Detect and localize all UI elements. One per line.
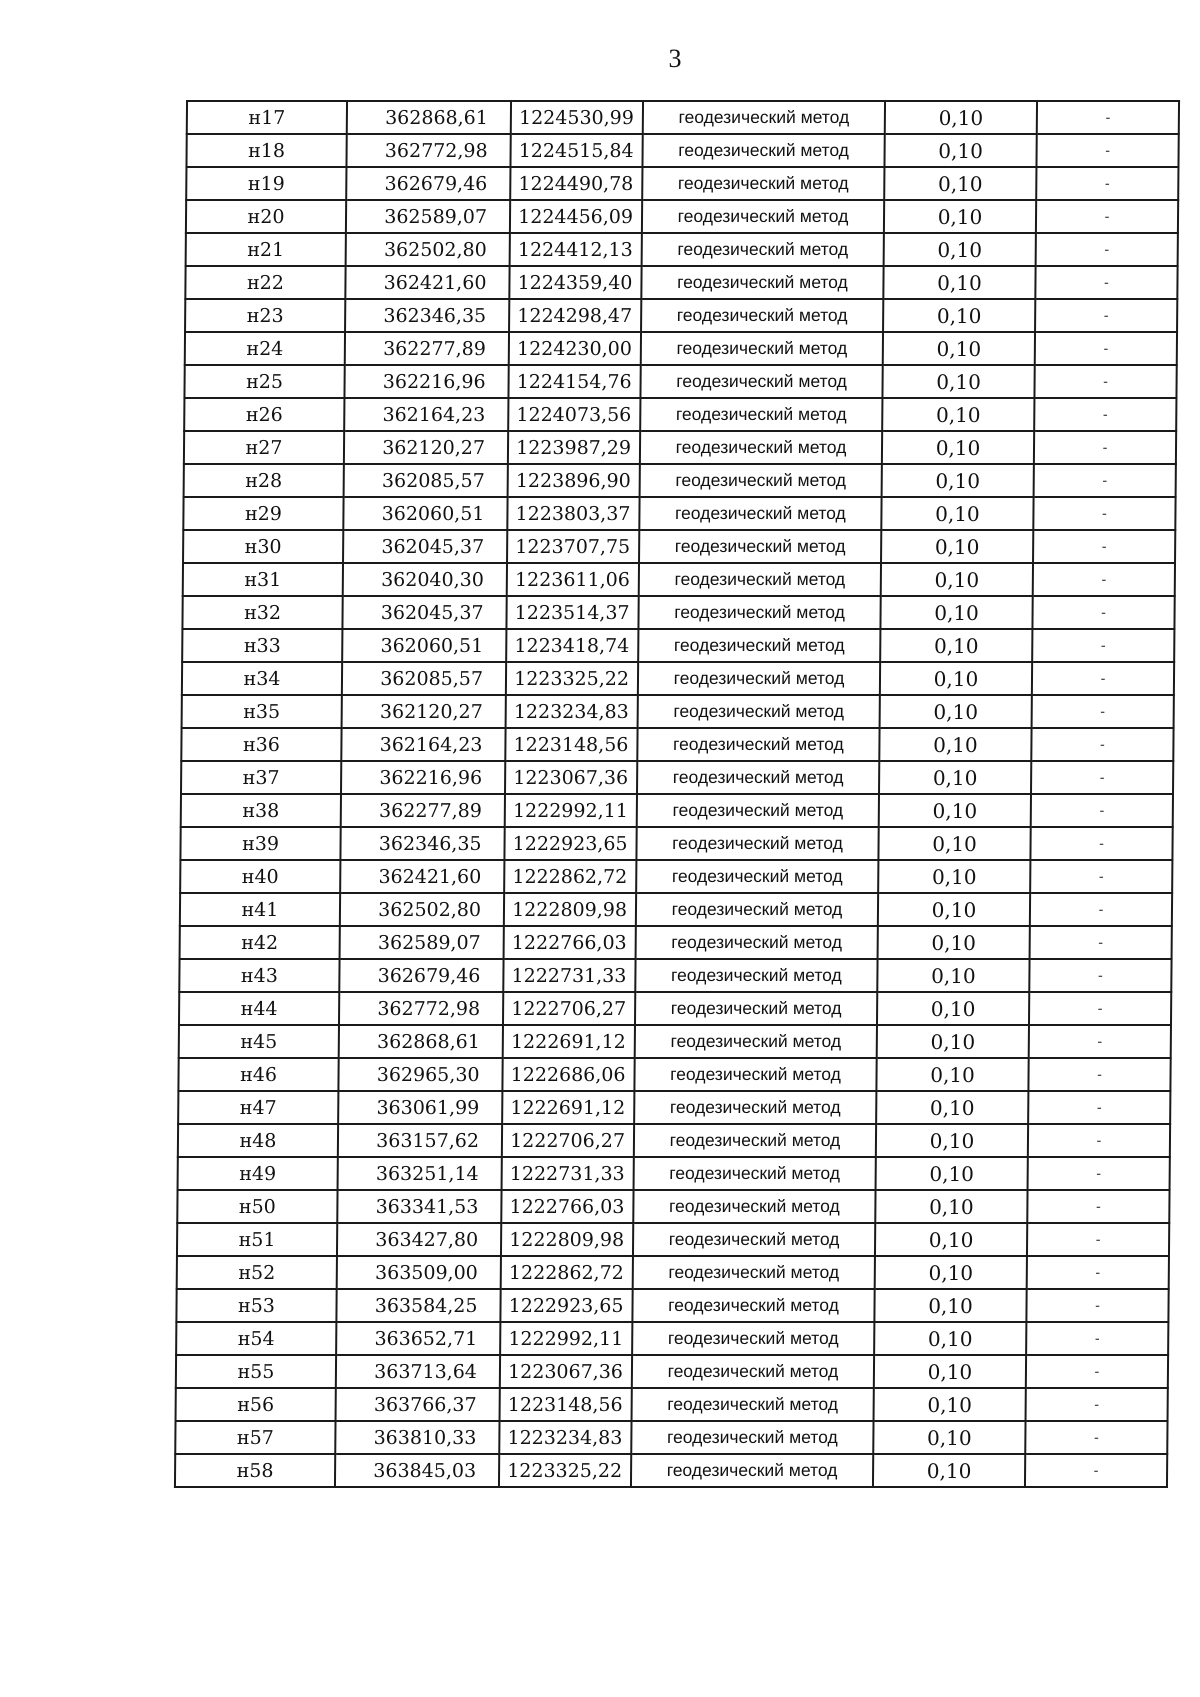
method-cell: геодезический метод <box>638 629 880 662</box>
accuracy-cell: 0,10 <box>879 728 1031 761</box>
table-row <box>181 761 1173 794</box>
note-cell: - <box>1031 728 1173 761</box>
note-cell: - <box>1032 695 1174 728</box>
y-coordinate-cell: 1223803,37 <box>507 497 639 530</box>
note-cell: - <box>1026 1355 1168 1388</box>
x-coordinate-cell: 362085,57 <box>342 662 506 695</box>
y-coordinate-cell: 1222923,65 <box>500 1289 632 1322</box>
table-row <box>180 893 1172 926</box>
note-cell: - <box>1034 431 1176 464</box>
table-row <box>179 992 1171 1025</box>
note-cell: - <box>1025 1454 1167 1487</box>
table-row <box>176 1289 1168 1322</box>
y-coordinate-cell: 1224073,56 <box>508 398 640 431</box>
method-cell: геодезический метод <box>636 926 878 959</box>
point-number-cell: н38 <box>181 794 341 827</box>
x-coordinate-cell: 362772,98 <box>346 134 510 167</box>
x-coordinate-cell: 362040,30 <box>343 563 507 596</box>
accuracy-cell: 0,10 <box>884 134 1036 167</box>
method-cell: геодезический метод <box>639 530 881 563</box>
accuracy-cell: 0,10 <box>884 233 1036 266</box>
method-cell: геодезический метод <box>635 1025 877 1058</box>
method-cell: геодезический метод <box>636 893 878 926</box>
point-number-cell: н41 <box>180 893 340 926</box>
accuracy-cell: 0,10 <box>878 893 1030 926</box>
method-cell: геодезический метод <box>636 827 878 860</box>
x-coordinate-cell: 362060,51 <box>342 629 506 662</box>
note-cell: - <box>1030 926 1172 959</box>
accuracy-cell: 0,10 <box>873 1421 1025 1454</box>
point-number-cell: н53 <box>176 1289 336 1322</box>
note-cell: - <box>1027 1256 1169 1289</box>
y-coordinate-cell: 1222809,98 <box>501 1223 633 1256</box>
method-cell: геодезический метод <box>638 695 880 728</box>
point-number-cell: н32 <box>182 596 342 629</box>
table-row <box>180 827 1172 860</box>
x-coordinate-cell: 362216,96 <box>344 365 508 398</box>
point-number-cell: н55 <box>176 1355 336 1388</box>
x-coordinate-cell: 362060,51 <box>343 497 507 530</box>
method-cell: геодезический метод <box>637 761 879 794</box>
accuracy-cell: 0,10 <box>879 761 1031 794</box>
y-coordinate-cell: 1224530,99 <box>511 101 643 134</box>
x-coordinate-cell: 362868,61 <box>347 101 511 134</box>
point-number-cell: н57 <box>175 1421 335 1454</box>
note-cell: - <box>1036 233 1178 266</box>
x-coordinate-cell: 363251,14 <box>338 1157 502 1190</box>
x-coordinate-cell: 363845,03 <box>335 1454 499 1487</box>
note-cell: - <box>1035 266 1177 299</box>
y-coordinate-cell: 1224230,00 <box>509 332 641 365</box>
x-coordinate-cell: 362679,46 <box>339 959 503 992</box>
x-coordinate-cell: 362502,80 <box>340 893 504 926</box>
point-number-cell: н42 <box>180 926 340 959</box>
coordinates-table <box>174 100 1180 1488</box>
note-cell: - <box>1036 134 1178 167</box>
point-number-cell: н50 <box>177 1190 337 1223</box>
x-coordinate-cell: 362277,89 <box>345 332 509 365</box>
method-cell: геодезический метод <box>642 134 884 167</box>
x-coordinate-cell: 362164,23 <box>344 398 508 431</box>
x-coordinate-cell: 362679,46 <box>346 167 510 200</box>
y-coordinate-cell: 1222992,11 <box>505 794 637 827</box>
table-row <box>185 332 1177 365</box>
table-row <box>187 101 1179 134</box>
table-row <box>178 1091 1170 1124</box>
point-number-cell: н46 <box>178 1058 338 1091</box>
accuracy-cell: 0,10 <box>884 167 1036 200</box>
x-coordinate-cell: 363713,64 <box>336 1355 500 1388</box>
x-coordinate-cell: 363584,25 <box>336 1289 500 1322</box>
note-cell: - <box>1034 398 1176 431</box>
method-cell: геодезический метод <box>641 266 883 299</box>
method-cell: геодезический метод <box>639 497 881 530</box>
table-row <box>184 431 1176 464</box>
accuracy-cell: 0,10 <box>881 563 1033 596</box>
point-number-cell: н20 <box>186 200 346 233</box>
table-row <box>183 563 1175 596</box>
y-coordinate-cell: 1224359,40 <box>509 266 641 299</box>
y-coordinate-cell: 1222766,03 <box>501 1190 633 1223</box>
y-coordinate-cell: 1224154,76 <box>508 365 640 398</box>
accuracy-cell: 0,10 <box>880 662 1032 695</box>
y-coordinate-cell: 1222766,03 <box>504 926 636 959</box>
table-row <box>176 1355 1168 1388</box>
point-number-cell: н31 <box>183 563 343 596</box>
y-coordinate-cell: 1223418,74 <box>506 629 638 662</box>
x-coordinate-cell: 363652,71 <box>336 1322 500 1355</box>
method-cell: геодезический метод <box>641 299 883 332</box>
x-coordinate-cell: 362421,60 <box>345 266 509 299</box>
y-coordinate-cell: 1223896,90 <box>508 464 640 497</box>
accuracy-cell: 0,10 <box>882 398 1034 431</box>
accuracy-cell: 0,10 <box>878 860 1030 893</box>
table-row <box>185 299 1177 332</box>
note-cell: - <box>1030 827 1172 860</box>
table-row <box>178 1058 1170 1091</box>
y-coordinate-cell: 1222731,33 <box>502 1157 634 1190</box>
y-coordinate-cell: 1223234,83 <box>499 1421 631 1454</box>
y-coordinate-cell: 1223987,29 <box>508 431 640 464</box>
y-coordinate-cell: 1223611,06 <box>507 563 639 596</box>
point-number-cell: н40 <box>180 860 340 893</box>
method-cell: геодезический метод <box>634 1157 876 1190</box>
point-number-cell: н44 <box>179 992 339 1025</box>
point-number-cell: н43 <box>179 959 339 992</box>
method-cell: геодезический метод <box>633 1256 875 1289</box>
accuracy-cell: 0,10 <box>881 497 1033 530</box>
note-cell: - <box>1030 860 1172 893</box>
method-cell: геодезический метод <box>635 992 877 1025</box>
x-coordinate-cell: 362965,30 <box>338 1058 502 1091</box>
note-cell: - <box>1035 299 1177 332</box>
point-number-cell: н21 <box>186 233 346 266</box>
table-row <box>186 167 1178 200</box>
x-coordinate-cell: 362164,23 <box>341 728 505 761</box>
y-coordinate-cell: 1224490,78 <box>510 167 642 200</box>
y-coordinate-cell: 1223707,75 <box>507 530 639 563</box>
accuracy-cell: 0,10 <box>875 1223 1027 1256</box>
method-cell: геодезический метод <box>631 1421 873 1454</box>
accuracy-cell: 0,10 <box>881 530 1033 563</box>
y-coordinate-cell: 1222686,06 <box>502 1058 634 1091</box>
accuracy-cell: 0,10 <box>877 992 1029 1025</box>
accuracy-cell: 0,10 <box>876 1058 1028 1091</box>
point-number-cell: н27 <box>184 431 344 464</box>
point-number-cell: н25 <box>184 365 344 398</box>
page-number: 3 <box>668 44 682 73</box>
accuracy-cell: 0,10 <box>875 1190 1027 1223</box>
y-coordinate-cell: 1222706,27 <box>503 992 635 1025</box>
note-cell: - <box>1030 893 1172 926</box>
method-cell: геодезический метод <box>633 1190 875 1223</box>
y-coordinate-cell: 1223067,36 <box>505 761 637 794</box>
note-cell: - <box>1036 167 1178 200</box>
x-coordinate-cell: 362421,60 <box>340 860 504 893</box>
method-cell: геодезический метод <box>642 233 884 266</box>
y-coordinate-cell: 1222731,33 <box>503 959 635 992</box>
accuracy-cell: 0,10 <box>874 1322 1026 1355</box>
accuracy-cell: 0,10 <box>875 1256 1027 1289</box>
note-cell: - <box>1036 200 1178 233</box>
note-cell: - <box>1027 1223 1169 1256</box>
table-row <box>175 1454 1167 1487</box>
point-number-cell: н39 <box>180 827 340 860</box>
point-number-cell: н35 <box>182 695 342 728</box>
accuracy-cell: 0,10 <box>878 926 1030 959</box>
point-number-cell: н49 <box>178 1157 338 1190</box>
note-cell: - <box>1028 1157 1170 1190</box>
accuracy-cell: 0,10 <box>880 629 1032 662</box>
y-coordinate-cell: 1224456,09 <box>510 200 642 233</box>
x-coordinate-cell: 363509,00 <box>337 1256 501 1289</box>
y-coordinate-cell: 1222706,27 <box>502 1124 634 1157</box>
table-row <box>185 266 1177 299</box>
y-coordinate-cell: 1223148,56 <box>505 728 637 761</box>
accuracy-cell: 0,10 <box>880 596 1032 629</box>
x-coordinate-cell: 363157,62 <box>338 1124 502 1157</box>
point-number-cell: н33 <box>182 629 342 662</box>
method-cell: геодезический метод <box>636 860 878 893</box>
y-coordinate-cell: 1222691,12 <box>502 1091 634 1124</box>
point-number-cell: н18 <box>186 134 346 167</box>
accuracy-cell: 0,10 <box>874 1355 1026 1388</box>
x-coordinate-cell: 362045,37 <box>342 596 506 629</box>
note-cell: - <box>1033 530 1175 563</box>
point-number-cell: н34 <box>182 662 342 695</box>
note-cell: - <box>1033 497 1175 530</box>
y-coordinate-cell: 1223325,22 <box>499 1454 631 1487</box>
point-number-cell: н22 <box>185 266 345 299</box>
y-coordinate-cell: 1222691,12 <box>503 1025 635 1058</box>
method-cell: геодезический метод <box>634 1124 876 1157</box>
table-row <box>186 233 1178 266</box>
y-coordinate-cell: 1224412,13 <box>510 233 642 266</box>
table-row <box>183 530 1175 563</box>
note-cell: - <box>1034 464 1176 497</box>
x-coordinate-cell: 363341,53 <box>337 1190 501 1223</box>
note-cell: - <box>1028 1091 1170 1124</box>
x-coordinate-cell: 362589,07 <box>340 926 504 959</box>
accuracy-cell: 0,10 <box>880 695 1032 728</box>
table-row <box>176 1388 1168 1421</box>
accuracy-cell: 0,10 <box>883 299 1035 332</box>
note-cell: - <box>1028 1124 1170 1157</box>
y-coordinate-cell: 1223514,37 <box>506 596 638 629</box>
point-number-cell: н24 <box>185 332 345 365</box>
table-row <box>177 1256 1169 1289</box>
method-cell: геодезический метод <box>638 662 880 695</box>
x-coordinate-cell: 362216,96 <box>341 761 505 794</box>
method-cell: геодезический метод <box>632 1322 874 1355</box>
point-number-cell: н23 <box>185 299 345 332</box>
note-cell: - <box>1032 629 1174 662</box>
x-coordinate-cell: 362589,07 <box>346 200 510 233</box>
table-row <box>175 1421 1167 1454</box>
note-cell: - <box>1027 1190 1169 1223</box>
accuracy-cell: 0,10 <box>876 1157 1028 1190</box>
note-cell: - <box>1026 1388 1168 1421</box>
point-number-cell: н30 <box>183 530 343 563</box>
y-coordinate-cell: 1222809,98 <box>504 893 636 926</box>
table-row <box>186 134 1178 167</box>
method-cell: геодезический метод <box>643 101 885 134</box>
method-cell: геодезический метод <box>638 596 880 629</box>
table-row <box>184 464 1176 497</box>
y-coordinate-cell: 1222923,65 <box>504 827 636 860</box>
table-row <box>177 1223 1169 1256</box>
accuracy-cell: 0,10 <box>882 431 1034 464</box>
x-coordinate-cell: 362120,27 <box>342 695 506 728</box>
table-row <box>177 1190 1169 1223</box>
note-cell: - <box>1026 1322 1168 1355</box>
method-cell: геодезический метод <box>637 728 879 761</box>
point-number-cell: н28 <box>184 464 344 497</box>
accuracy-cell: 0,10 <box>877 1025 1029 1058</box>
method-cell: геодезический метод <box>635 959 877 992</box>
coordinates-table-body <box>175 101 1179 1487</box>
table-row <box>181 794 1173 827</box>
accuracy-cell: 0,10 <box>879 794 1031 827</box>
method-cell: геодезический метод <box>637 794 879 827</box>
accuracy-cell: 0,10 <box>884 200 1036 233</box>
note-cell: - <box>1032 596 1174 629</box>
table-row <box>179 1025 1171 1058</box>
x-coordinate-cell: 362346,35 <box>340 827 504 860</box>
accuracy-cell: 0,10 <box>882 365 1034 398</box>
note-cell: - <box>1029 992 1171 1025</box>
method-cell: геодезический метод <box>634 1058 876 1091</box>
table-row <box>186 200 1178 233</box>
note-cell: - <box>1029 1025 1171 1058</box>
point-number-cell: н56 <box>176 1388 336 1421</box>
point-number-cell: н51 <box>177 1223 337 1256</box>
note-cell: - <box>1029 959 1171 992</box>
table-row <box>178 1157 1170 1190</box>
method-cell: геодезический метод <box>641 332 883 365</box>
table-row <box>184 398 1176 431</box>
note-cell: - <box>1028 1058 1170 1091</box>
x-coordinate-cell: 362085,57 <box>344 464 508 497</box>
table-row <box>180 926 1172 959</box>
x-coordinate-cell: 362277,89 <box>341 794 505 827</box>
point-number-cell: н36 <box>181 728 341 761</box>
table-row <box>178 1124 1170 1157</box>
table-row <box>176 1322 1168 1355</box>
table-row <box>180 860 1172 893</box>
note-cell: - <box>1035 332 1177 365</box>
y-coordinate-cell: 1224515,84 <box>510 134 642 167</box>
point-number-cell: н37 <box>181 761 341 794</box>
method-cell: геодезический метод <box>640 431 882 464</box>
y-coordinate-cell: 1223148,56 <box>500 1388 632 1421</box>
y-coordinate-cell: 1222992,11 <box>500 1322 632 1355</box>
x-coordinate-cell: 363427,80 <box>337 1223 501 1256</box>
method-cell: геодезический метод <box>642 200 884 233</box>
x-coordinate-cell: 362868,61 <box>339 1025 503 1058</box>
table-row <box>182 695 1174 728</box>
table-row <box>182 596 1174 629</box>
table-row <box>182 662 1174 695</box>
accuracy-cell: 0,10 <box>883 332 1035 365</box>
note-cell: - <box>1037 101 1179 134</box>
accuracy-cell: 0,10 <box>878 827 1030 860</box>
note-cell: - <box>1031 794 1173 827</box>
accuracy-cell: 0,10 <box>874 1388 1026 1421</box>
y-coordinate-cell: 1223234,83 <box>506 695 638 728</box>
table-row <box>183 497 1175 530</box>
accuracy-cell: 0,10 <box>885 101 1037 134</box>
y-coordinate-cell: 1224298,47 <box>509 299 641 332</box>
method-cell: геодезический метод <box>634 1091 876 1124</box>
y-coordinate-cell: 1223067,36 <box>500 1355 632 1388</box>
point-number-cell: н47 <box>178 1091 338 1124</box>
x-coordinate-cell: 363810,33 <box>335 1421 499 1454</box>
table-row <box>184 365 1176 398</box>
accuracy-cell: 0,10 <box>876 1124 1028 1157</box>
accuracy-cell: 0,10 <box>874 1289 1026 1322</box>
y-coordinate-cell: 1222862,72 <box>504 860 636 893</box>
x-coordinate-cell: 363061,99 <box>338 1091 502 1124</box>
point-number-cell: н29 <box>183 497 343 530</box>
method-cell: геодезический метод <box>640 398 882 431</box>
y-coordinate-cell: 1222862,72 <box>501 1256 633 1289</box>
accuracy-cell: 0,10 <box>882 464 1034 497</box>
point-number-cell: н17 <box>187 101 347 134</box>
point-number-cell: н54 <box>176 1322 336 1355</box>
method-cell: геодезический метод <box>640 365 882 398</box>
method-cell: геодезический метод <box>632 1388 874 1421</box>
x-coordinate-cell: 362502,80 <box>346 233 510 266</box>
method-cell: геодезический метод <box>642 167 884 200</box>
note-cell: - <box>1026 1289 1168 1322</box>
x-coordinate-cell: 363766,37 <box>336 1388 500 1421</box>
method-cell: геодезический метод <box>633 1223 875 1256</box>
method-cell: геодезический метод <box>639 563 881 596</box>
accuracy-cell: 0,10 <box>873 1454 1025 1487</box>
note-cell: - <box>1031 761 1173 794</box>
point-number-cell: н58 <box>175 1454 335 1487</box>
y-coordinate-cell: 1223325,22 <box>506 662 638 695</box>
note-cell: - <box>1025 1421 1167 1454</box>
note-cell: - <box>1032 662 1174 695</box>
accuracy-cell: 0,10 <box>876 1091 1028 1124</box>
table-row <box>181 728 1173 761</box>
method-cell: геодезический метод <box>631 1454 873 1487</box>
method-cell: геодезический метод <box>632 1355 874 1388</box>
x-coordinate-cell: 362772,98 <box>339 992 503 1025</box>
note-cell: - <box>1033 563 1175 596</box>
point-number-cell: н48 <box>178 1124 338 1157</box>
table-row <box>182 629 1174 662</box>
x-coordinate-cell: 362045,37 <box>343 530 507 563</box>
point-number-cell: н45 <box>179 1025 339 1058</box>
point-number-cell: н52 <box>177 1256 337 1289</box>
x-coordinate-cell: 362346,35 <box>345 299 509 332</box>
method-cell: геодезический метод <box>640 464 882 497</box>
point-number-cell: н26 <box>184 398 344 431</box>
method-cell: геодезический метод <box>632 1289 874 1322</box>
point-number-cell: н19 <box>186 167 346 200</box>
accuracy-cell: 0,10 <box>883 266 1035 299</box>
x-coordinate-cell: 362120,27 <box>344 431 508 464</box>
accuracy-cell: 0,10 <box>877 959 1029 992</box>
table-row <box>179 959 1171 992</box>
note-cell: - <box>1034 365 1176 398</box>
